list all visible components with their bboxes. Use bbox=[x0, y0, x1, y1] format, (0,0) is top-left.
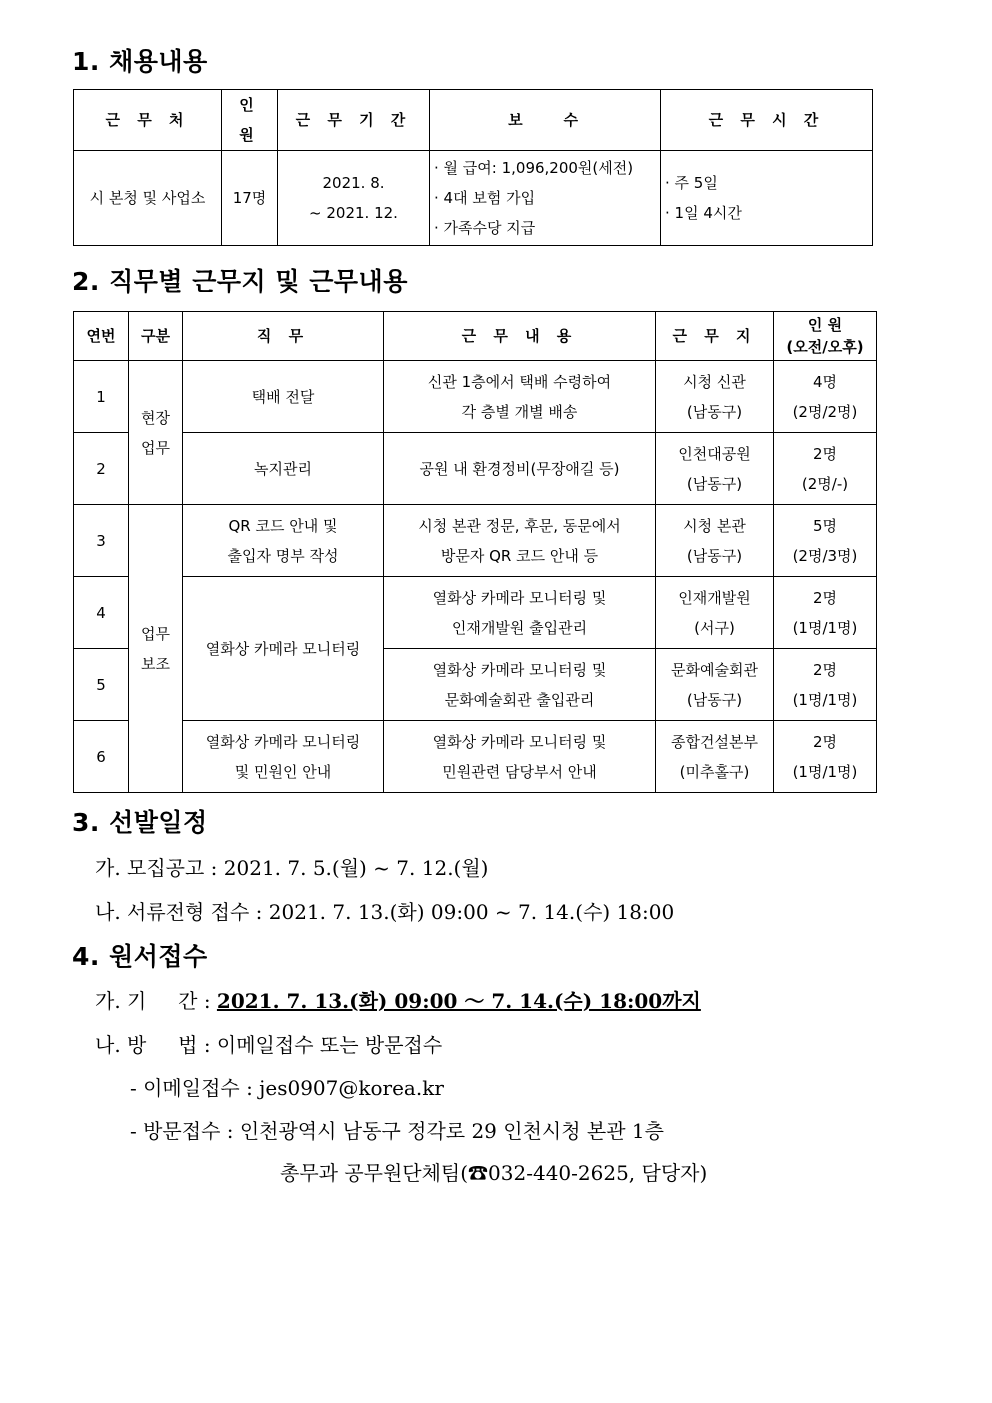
job-line: 출입자 명부 작성 bbox=[227, 546, 339, 565]
headcount-line: 4명 bbox=[812, 372, 838, 391]
header-job: 직 무 bbox=[183, 312, 384, 361]
headcount-line: 2명 bbox=[812, 444, 838, 463]
header-workplace: 근 무 처 bbox=[74, 90, 222, 151]
headcount-line: (1명/1명) bbox=[792, 690, 858, 709]
header-location: 근 무 지 bbox=[656, 312, 774, 361]
content-line: 시청 본관 정문, 후문, 동문에서 bbox=[418, 516, 621, 535]
headcount-line: 2명 bbox=[812, 588, 838, 607]
headcount-line: (1명/1명) bbox=[792, 618, 858, 637]
headcount-cell: 17명 bbox=[222, 151, 278, 246]
job-line: 녹지관리 bbox=[254, 459, 312, 478]
location-cell bbox=[656, 361, 774, 433]
period-cell bbox=[278, 151, 430, 246]
hours-line: · 1일 4시간 bbox=[665, 204, 742, 222]
job-line: QR 코드 안내 및 bbox=[228, 516, 338, 535]
header-headcount: 인 원 bbox=[222, 90, 278, 151]
section3-title: 3. 선발일정 bbox=[72, 808, 208, 837]
headcount-line: (2명/-) bbox=[801, 474, 849, 493]
header-no: 연번 bbox=[74, 312, 129, 361]
hours-line: · 주 5일 bbox=[665, 174, 718, 192]
duty-table bbox=[73, 311, 877, 793]
row-no: 5 bbox=[74, 649, 129, 721]
headcount-cell bbox=[774, 433, 877, 505]
category-line: 현장 bbox=[141, 408, 170, 427]
header-content: 근 무 내 용 bbox=[384, 312, 656, 361]
headcount-cell bbox=[774, 505, 877, 577]
application-period bbox=[95, 985, 701, 1014]
category-line: 보조 bbox=[141, 654, 170, 673]
location-cell bbox=[656, 721, 774, 793]
content-line: 열화상 카메라 모니터링 및 bbox=[432, 732, 607, 751]
content-line: 열화상 카메라 모니터링 및 bbox=[432, 588, 607, 607]
content-line: 신관 1층에서 택배 수령하여 bbox=[427, 372, 612, 391]
headcount-line: 2명 bbox=[812, 660, 838, 679]
period-value: 2021. 7. 13.(화) 09:00 ～ 7. 14.(수) 18:00까지 bbox=[216, 989, 701, 1013]
table-row bbox=[74, 433, 877, 505]
location-line: 시청 신관 bbox=[683, 372, 746, 391]
headcount-cell bbox=[774, 649, 877, 721]
category-field bbox=[129, 361, 183, 505]
header-headcount bbox=[774, 312, 877, 361]
job-line: 열화상 카메라 모니터링 bbox=[205, 639, 361, 658]
category-line: 업무 bbox=[141, 624, 170, 643]
job-cell bbox=[183, 433, 384, 505]
table-row bbox=[74, 721, 877, 793]
location-cell bbox=[656, 433, 774, 505]
workplace-cell: 시 본청 및 사업소 bbox=[74, 151, 222, 246]
section1-title: 1. 채용내용 bbox=[72, 47, 208, 76]
period-end: ~ 2021. 12. bbox=[309, 204, 398, 222]
content-line: 문화예술회관 출입관리 bbox=[444, 690, 595, 709]
content-cell bbox=[384, 649, 656, 721]
location-line: (남동구) bbox=[686, 474, 743, 493]
row-no: 2 bbox=[74, 433, 129, 505]
recruitment-table bbox=[73, 89, 873, 246]
content-cell bbox=[384, 361, 656, 433]
visit-submission: - 방문접수 : 인천광역시 남동구 정각로 29 인천시청 본관 1층 bbox=[130, 1119, 664, 1143]
category-line: 업무 bbox=[141, 438, 170, 457]
row-no: 4 bbox=[74, 577, 129, 649]
location-line: 문화예술회관 bbox=[671, 660, 758, 679]
location-line: (남동구) bbox=[686, 690, 743, 709]
location-cell bbox=[656, 577, 774, 649]
table-row bbox=[74, 361, 877, 433]
job-line: 및 민원인 안내 bbox=[234, 762, 332, 781]
table-row bbox=[74, 151, 873, 246]
schedule-item: 가. 모집공고 : 2021. 7. 5.(월) ~ 7. 12.(월) bbox=[95, 856, 489, 880]
row-no: 1 bbox=[74, 361, 129, 433]
location-line: 인재개발원 bbox=[678, 588, 751, 607]
content-line: 인재개발원 출입관리 bbox=[451, 618, 588, 637]
location-line: 인천대공원 bbox=[678, 444, 751, 463]
headcount-cell bbox=[774, 721, 877, 793]
section2-title: 2. 직무별 근무지 및 근무내용 bbox=[72, 267, 408, 296]
pay-line: · 4대 보험 가입 bbox=[434, 189, 536, 207]
table-header-row bbox=[74, 312, 877, 361]
job-cell bbox=[183, 361, 384, 433]
content-line: 민원관련 담당부서 안내 bbox=[442, 762, 597, 781]
visit-contact: 총무과 공무원단체팀(☎032-440-2625, 담당자) bbox=[280, 1161, 708, 1185]
table-row bbox=[74, 505, 877, 577]
job-cell bbox=[183, 505, 384, 577]
category-support bbox=[129, 505, 183, 793]
pay-cell bbox=[430, 151, 661, 246]
hours-cell bbox=[661, 151, 873, 246]
headcount-cell bbox=[774, 361, 877, 433]
content-cell bbox=[384, 433, 656, 505]
content-cell bbox=[384, 721, 656, 793]
location-line: (서구) bbox=[694, 618, 735, 637]
content-line: 방문자 QR 코드 안내 등 bbox=[440, 546, 599, 565]
table-row bbox=[74, 577, 877, 649]
row-no: 6 bbox=[74, 721, 129, 793]
location-line: 시청 본관 bbox=[683, 516, 746, 535]
job-cell bbox=[183, 721, 384, 793]
location-cell bbox=[656, 649, 774, 721]
pay-line: · 가족수당 지급 bbox=[434, 219, 536, 237]
headcount-line: (2명/3명) bbox=[792, 546, 858, 565]
headcount-line: (1명/1명) bbox=[792, 762, 858, 781]
job-line: 열화상 카메라 모니터링 bbox=[205, 732, 361, 751]
period-start: 2021. 8. bbox=[322, 174, 385, 192]
location-line: (남동구) bbox=[686, 402, 743, 421]
email-submission: - 이메일접수 : jes0907@korea.kr bbox=[130, 1076, 444, 1100]
header-headcount-line1: 인 원 bbox=[807, 316, 843, 334]
job-line: 택배 전달 bbox=[251, 387, 315, 406]
location-line: (미추홀구) bbox=[679, 762, 750, 781]
header-hours: 근 무 시 간 bbox=[661, 90, 873, 151]
headcount-line: (2명/2명) bbox=[792, 402, 858, 421]
header-category: 구분 bbox=[129, 312, 183, 361]
content-line: 각 층별 개별 배송 bbox=[461, 402, 578, 421]
header-headcount-line2: (오전/오후) bbox=[786, 338, 864, 356]
section4-title: 4. 원서접수 bbox=[72, 942, 208, 971]
header-pay: 보 수 bbox=[430, 90, 661, 151]
row-no: 3 bbox=[74, 505, 129, 577]
table-header-row bbox=[74, 90, 873, 151]
content-cell bbox=[384, 577, 656, 649]
application-method: 나. 방 법 : 이메일접수 또는 방문접수 bbox=[95, 1033, 443, 1057]
content-line: 열화상 카메라 모니터링 및 bbox=[432, 660, 607, 679]
pay-line: · 월 급여: 1,096,200원(세전) bbox=[434, 159, 634, 177]
location-line: 종합건설본부 bbox=[671, 732, 758, 751]
period-label: 가. 기 간 : bbox=[95, 989, 217, 1013]
headcount-line: 5명 bbox=[812, 516, 838, 535]
headcount-cell bbox=[774, 577, 877, 649]
content-line: 공원 내 환경정비(무장애길 등) bbox=[419, 459, 620, 478]
location-line: (남동구) bbox=[686, 546, 743, 565]
content-cell bbox=[384, 505, 656, 577]
header-period: 근 무 기 간 bbox=[278, 90, 430, 151]
headcount-line: 2명 bbox=[812, 732, 838, 751]
job-cell bbox=[183, 577, 384, 721]
schedule-item: 나. 서류전형 접수 : 2021. 7. 13.(화) 09:00 ~ 7. 14.(수) 18:00 bbox=[95, 900, 675, 924]
location-cell bbox=[656, 505, 774, 577]
